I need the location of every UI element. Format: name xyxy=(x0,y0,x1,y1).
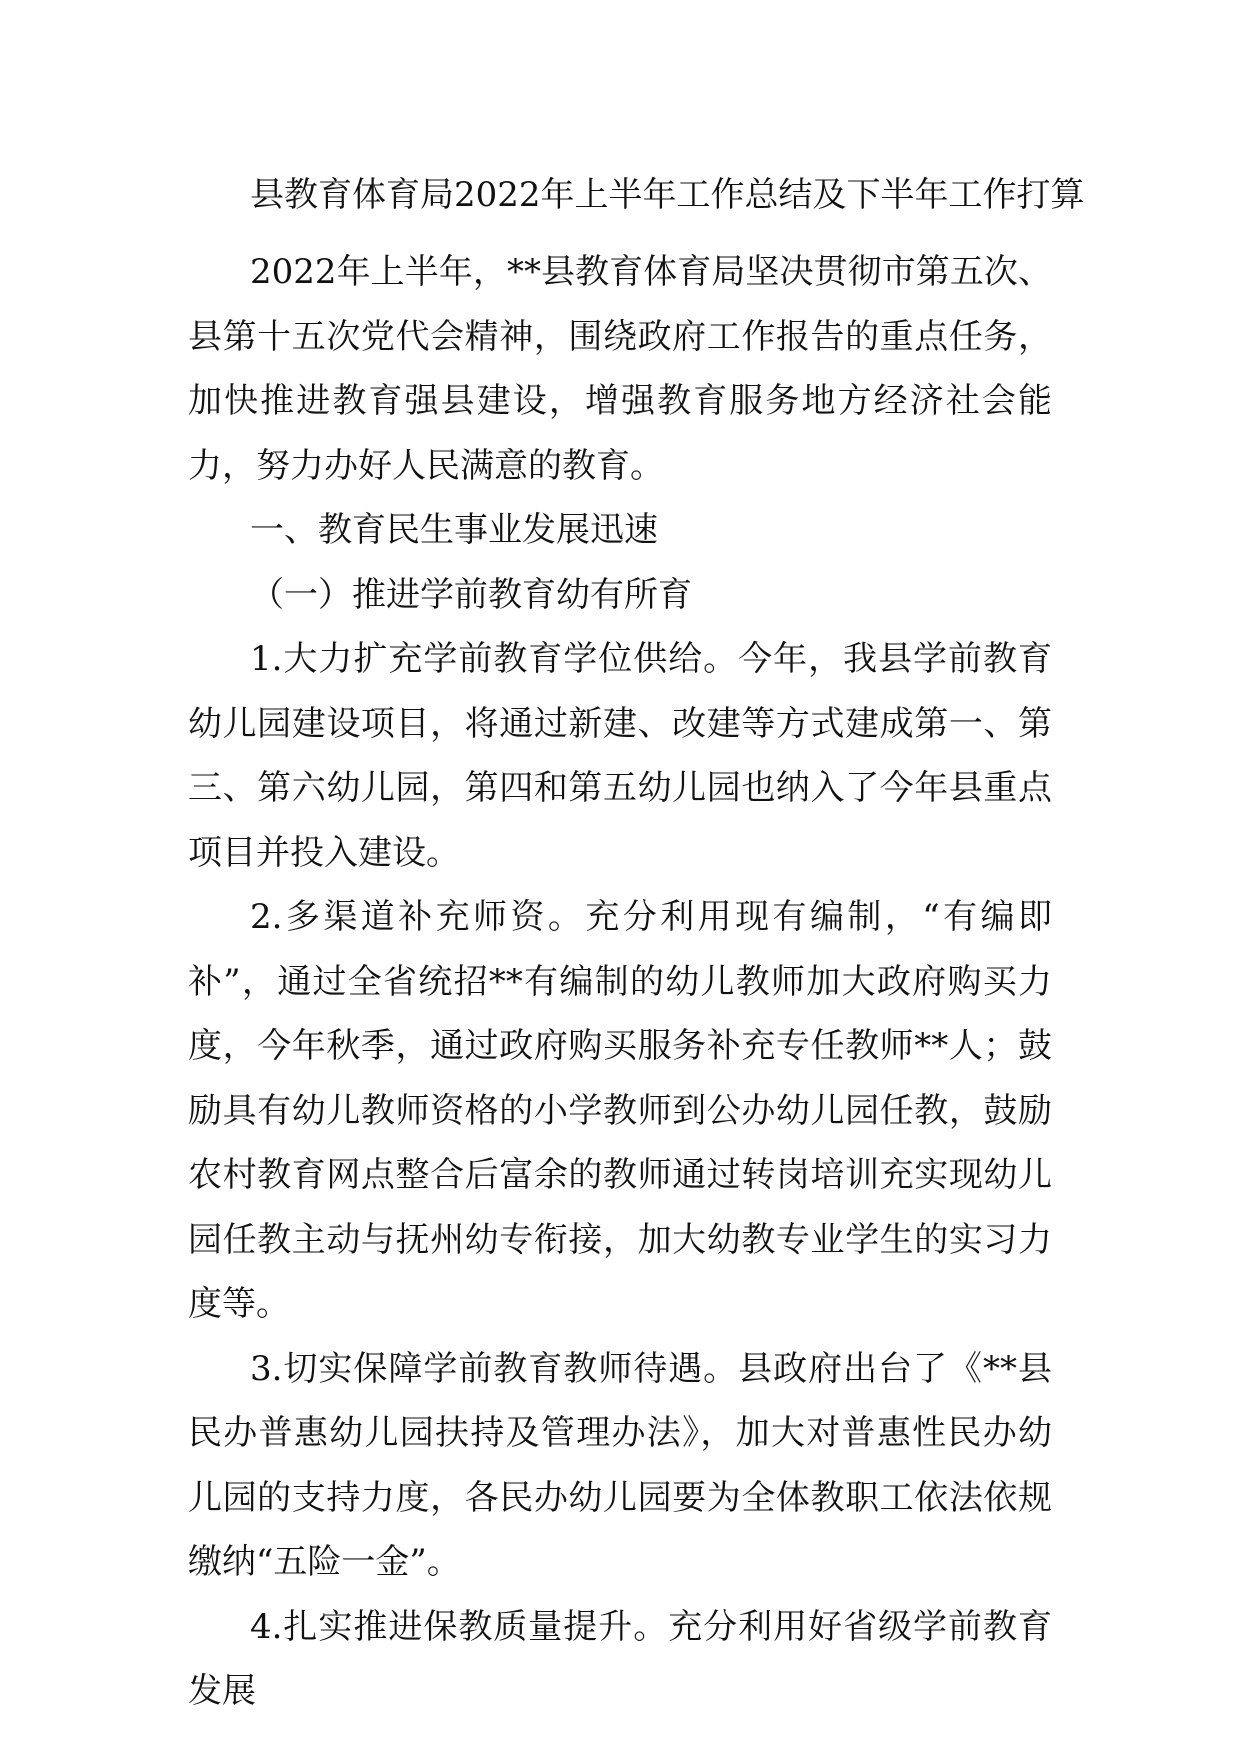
section-heading: 一、教育民生事业发展迅速 xyxy=(250,510,658,550)
document-title: 县教育体育局2022年上半年工作总结及下半年工作打算 xyxy=(250,175,1085,215)
item-paragraph: 2.多渠道补充师资。充分利用现有编制，“有编即补”，通过全省统招**有编制的幼儿教师加大政府购买力度，今年秋季，通过政府购买服务补充专任教师**人；鼓励具有幼儿教师资格的小学教师到公办幼儿园任教，鼓励农村教育网点整合后富余的教师通过转岗培训充实现幼儿园任教主动与抚州幼专衔接，加大幼教专业学生的实习力度等。 xyxy=(188,897,1052,1324)
subsection-heading: （一）推进学前教育幼有所育 xyxy=(250,574,692,615)
item-paragraph: 1.大力扩充学前教育学位供给。今年，我县学前教育幼儿园建设项目，将通过新建、改建等方式建成第一、第三、第六幼儿园，第四和第五幼儿园也纳入了今年县重点项目并投入建设。 xyxy=(188,639,1052,873)
document-page xyxy=(188,170,1085,1724)
intro-paragraph: 2022年上半年，**县教育体育局坚决贯彻市第五次、县第十五次党代会精神，围绕政府工作报告的重点任务，加快推进教育强县建设，增强教育服务地方经济社会能力，努力办好人民满意的教育。 xyxy=(188,252,1052,486)
item-paragraph: 3.切实保障学前教育教师待遇。县政府出台了《**县民办普惠幼儿园扶持及管理办法》，加大对普惠性民办幼儿园的支持力度，各民办幼儿园要为全体教职工依法依规缴纳“五险一金”。 xyxy=(188,1348,1052,1582)
item-paragraph: 4.扎实推进保教质量提升。充分利用好省级学前教育发展 xyxy=(188,1606,1052,1711)
